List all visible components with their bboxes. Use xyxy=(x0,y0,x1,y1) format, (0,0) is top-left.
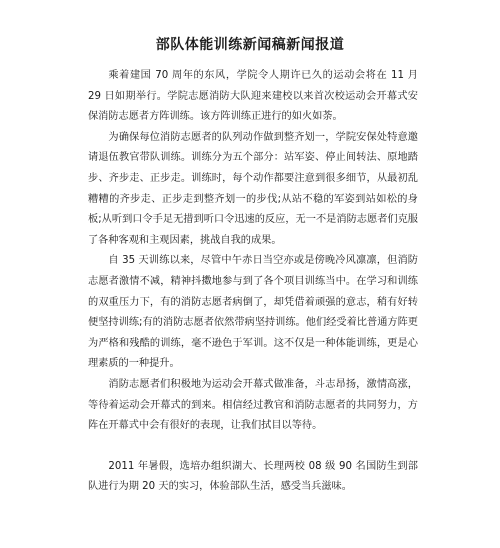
paragraph-3: 自 35 天训练以来，尽管中午赤日当空亦或是傍晚冷风凛凛，但消防志愿者激情不减，精神抖擞地参与到了各个项目训练当中。在学习和训练的双重压力下，有的消防志愿者病倒了，却凭借着顽强的意志，稍有好转便坚持训练;有的消防志愿者依然带病坚持训练。他们经受着比普通方阵更为严格和残酷的训练，毫不逊色于军训。这不仅是一种体能训练，更是心理素质的一种提升。 xyxy=(88,255,418,370)
document-title: 部队体能训练新闻稿新闻报道 xyxy=(155,37,345,53)
paragraph-2: 为确保每位消防志愿者的队列动作做到整齐划一，学院安保处特意邀请退伍教官带队训练。训练分为五个部分：站军姿、停止间转法、原地踏步、齐步走、正步走。训练时，每个动作都要注意到很多细节，从最初乱糟糟的齐步走、正步走到整齐划一的步伐;从站不稳的军姿到站如松的身板;从听到口令手足无措到听口令迅速的反应，无一不是消防志愿者们克服了各种客观和主观因素，挑战自我的成果。 xyxy=(88,131,418,246)
paragraph-1: 乘着建国 70 周年的东风，学院令人期许已久的运动会将在 11 月 29 日如期举行。学院志愿消防大队迎来建校以来首次校运动会开幕式安保消防志愿者方阵训练。该方阵训练正进行的如火如荼。 xyxy=(88,70,418,123)
document-body xyxy=(88,66,418,498)
paragraph-5: 2011 年暑假，选培办组织湖大、长理两校 08 级 90 名国防生到部队进行为期 20 天的实习，体验部队生活，感受当兵滋味。 xyxy=(88,460,418,493)
paragraph-4: 消防志愿者们积极地为运动会开幕式做准备，斗志昂扬，激情高涨，等待着运动会开幕式的到来。相信经过教官和消防志愿者的共同努力，方阵在开幕式中会有很好的表现，让我们拭目以等待。 xyxy=(88,378,418,432)
